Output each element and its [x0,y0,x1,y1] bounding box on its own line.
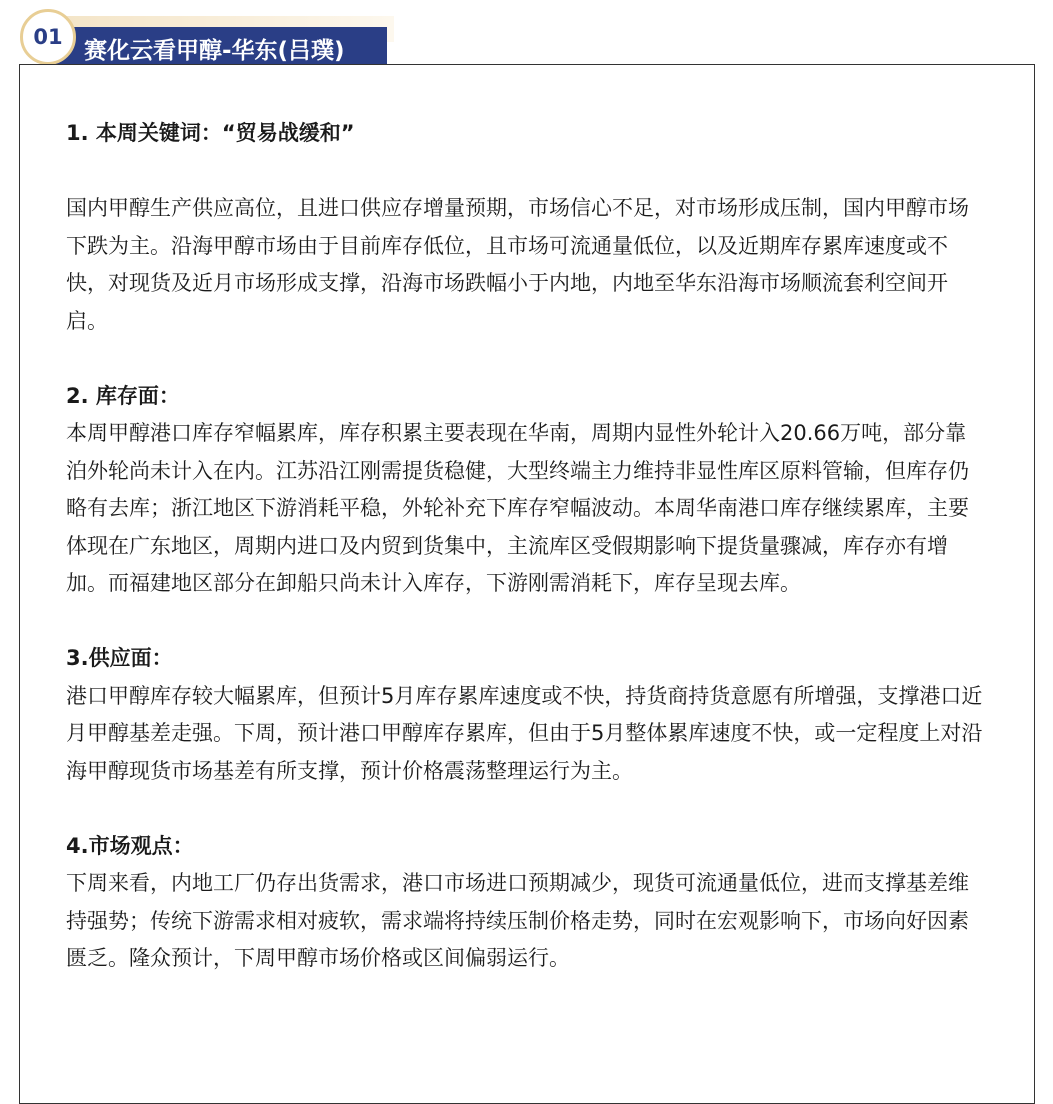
section-heading-market-view: 4.市场观点： [66,833,194,858]
article-body [66,115,984,978]
section-heading-keywords: 1. 本周关键词：“贸易战缓和” [66,121,355,145]
section-heading-inventory: 2. 库存面： [66,383,180,408]
section-heading-supply: 3.供应面： [66,646,173,670]
section-text-keywords: 国内甲醇生产供应高位，且进口供应存增量预期，市场信心不足，对市场形成压制，国内甲醇市场下跌为主。沿海甲醇市场由于目前库存低位，且市场可流通量低位，以及近期库存累库速度或不快，对现货及近月市场形成支撑，沿海市场跌幅小于内地，内地至华东沿海市场顺流套利空间开启。 [66,196,969,333]
section-text-market-view: 下周来看，内地工厂仍存出货需求，港口市场进口预期减少，现货可流通量低位，进而支撑基差维持强势；传统下游需求相对疲软，需求端将持续压制价格走势，同时在宏观影响下，市场向好因素匮乏。隆众预计，下周甲醇市场价格或区间偏弱运行。 [66,871,969,970]
section-text-supply: 港口甲醇库存较大幅累库，但预计5月库存累库速度或不快，持货商持货意愿有所增强，支撑港口近月甲醇基差走强。下周，预计港口甲醇库存累库，但由于5月整体累库速度不快，或一定程度上对沿海甲醇现货市场基差有所支撑，预计价格震荡整理运行为主。 [66,683,983,783]
section-number-badge: 01 [20,9,76,65]
section-title: 赛化云看甲醇-华东(吕璞) [84,38,345,64]
section-text-inventory: 本周甲醇港口库存窄幅累库，库存积累主要表现在华南，周期内显性外轮计入20.66万吨，部分靠泊外轮尚未计入在内。江苏沿江刚需提货稳健，大型终端主力维持非显性库区原料管输，但库存仍略有去库；浙江地区下游消耗平稳，外轮补充下库存窄幅波动。本周华南港口库存继续累库，主要体现在广东地区，周期内进口及内贸到货集中，主流库区受假期影响下提货量骤减，库存亦有增加。而福建地区部分在卸船只尚未计入库存，下游刚需消耗下，库存呈现去库。 [66,421,969,595]
